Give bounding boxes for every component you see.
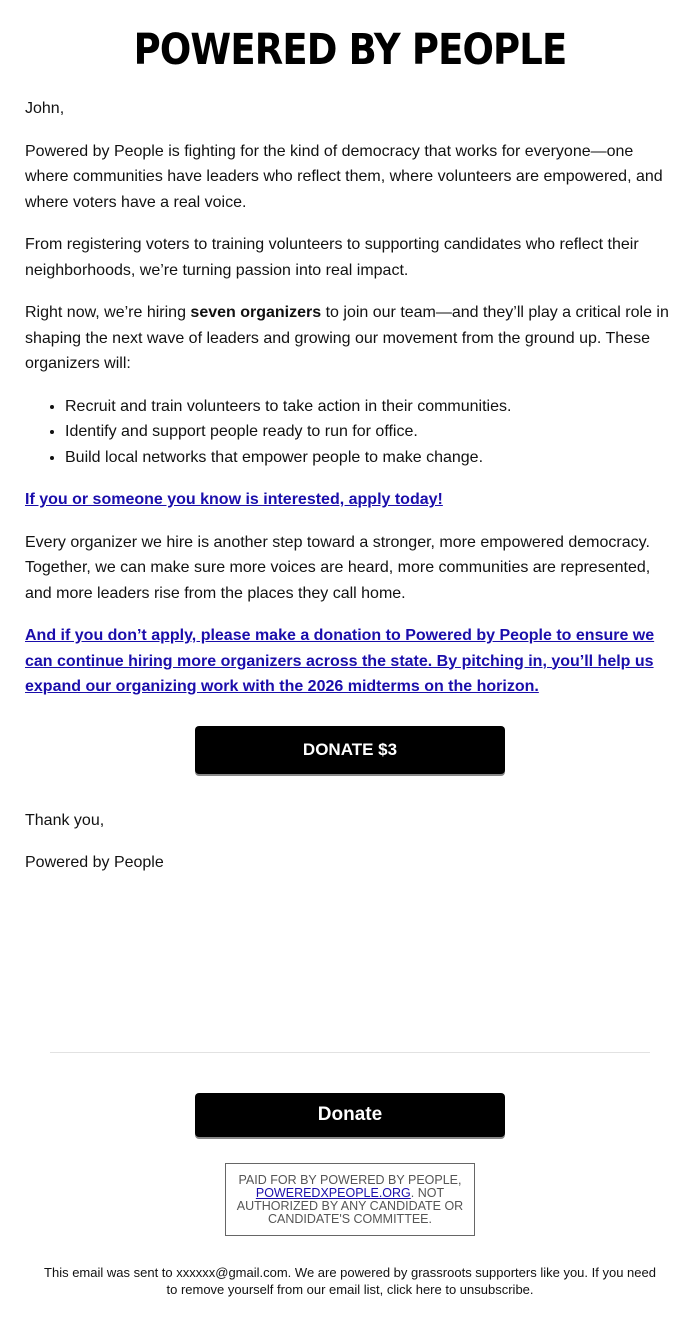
apply-paragraph xyxy=(25,487,675,513)
footer-donate-button[interactable]: Donate xyxy=(195,1093,505,1137)
list-item: • Build local networks that empower people to make change. xyxy=(65,445,675,471)
hiring-emphasis: seven organizers xyxy=(190,304,322,321)
donate-paragraph xyxy=(25,623,675,700)
apply-link[interactable]: If you or someone you know is interested, apply today! xyxy=(25,491,443,508)
unsubscribe-notice[interactable]: This email was sent to xxxxxx@gmail.com. We are powered by grassroots supporters like you. If you need to remove yourself from our email list, click here to unsubscribe. xyxy=(44,1265,656,1297)
paragraph-intro: Powered by People is fighting for the kind of democracy that works for everyone—one where communities have leaders who reflect them, where volunteers are empowered, and where voters have a real voice. xyxy=(25,142,663,211)
website-link[interactable]: POWEREDXPEOPLE.ORG xyxy=(255,1186,411,1200)
paragraph-impact: From registering voters to training volunteers to supporting candidates who reflect their neighborhoods, we’re turning passion into real impact. xyxy=(25,236,639,279)
hiring-text-end: to join our team—and they’ll play a critical role in shaping the next wave of leaders and growing our movement from the ground up. These organizers will: xyxy=(25,304,669,372)
organizer-duties-list xyxy=(25,394,675,471)
cta-container xyxy=(25,726,675,774)
footer-divider xyxy=(50,1052,650,1053)
paragraph-democracy: Every organizer we hire is another step toward a stronger, more empowered democracy. Together, we can make sure more voices are heard, more communities are represented, and more leaders rise from the places they call home. xyxy=(25,533,651,602)
paragraph-hiring xyxy=(25,300,675,377)
email-body xyxy=(25,96,675,893)
signoff: Thank you, xyxy=(25,811,105,829)
footer-button-container xyxy=(0,1093,700,1137)
greeting: John, xyxy=(25,100,65,117)
disclaimer-text-end: . NOT AUTHORIZED BY ANY CANDIDATE OR CANDIDATE'S COMMITTEE. xyxy=(236,1186,464,1226)
logo: POWERED BY PEOPLE xyxy=(133,25,567,75)
list-item: • Identify and support people ready to run for office. xyxy=(65,419,675,445)
donate-link[interactable]: And if you don’t apply, please make a donation to Powered by People to ensure we can continue hiring more organizers across the state. By pitching in, you’ll help us expand our organizing work with the 2026 midterms on the horizon. xyxy=(25,627,655,695)
donate-3-button[interactable]: DONATE $3 xyxy=(195,726,505,774)
signature: Powered by People xyxy=(25,854,164,871)
paid-for-disclaimer xyxy=(225,1163,475,1236)
disclaimer-text-start: PAID FOR BY POWERED BY PEOPLE, xyxy=(238,1173,462,1187)
hiring-text-start: Right now, we’re hiring xyxy=(25,304,191,321)
list-item: • Recruit and train volunteers to take action in their communities. xyxy=(65,394,675,420)
